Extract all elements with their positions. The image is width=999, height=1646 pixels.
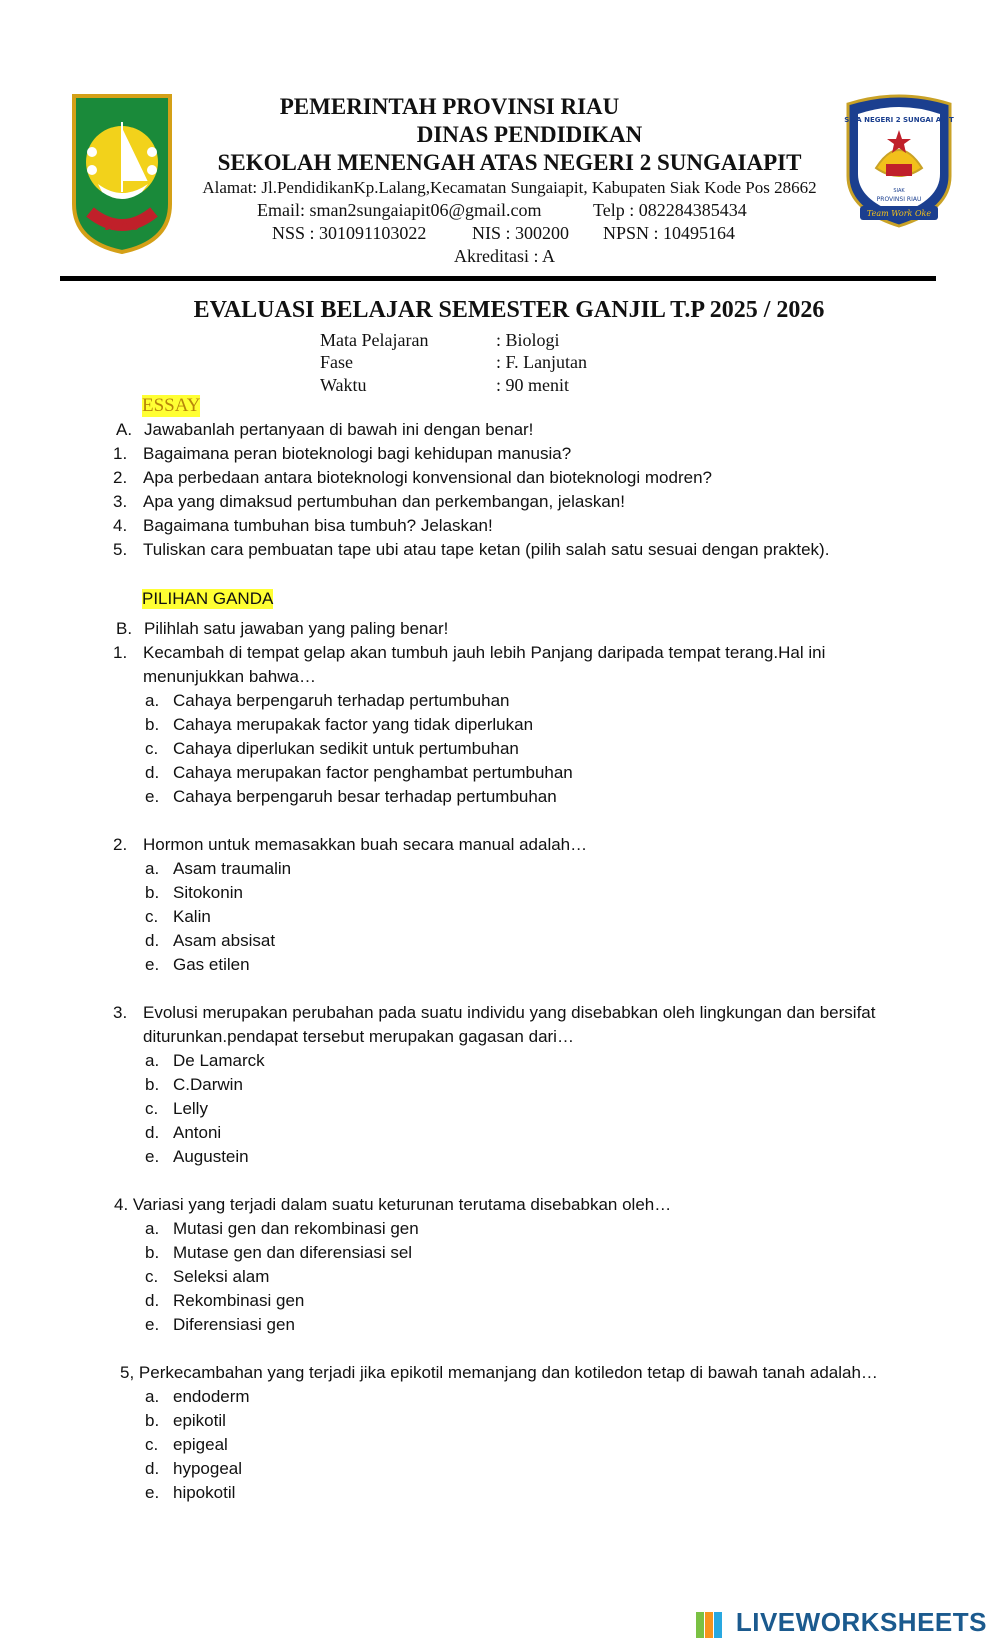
essay-instruction-label: A. [116, 420, 133, 439]
pg-q5-option-e: hipokotil [173, 1483, 236, 1502]
essay-q3-number: 3. [113, 492, 128, 511]
essay-heading: ESSAY [142, 395, 201, 416]
header-npsn: NPSN : 10495164 [603, 223, 736, 243]
pg-q1-option-c-letter: c. [145, 739, 159, 758]
meta-waktu-label: Waktu [320, 375, 367, 395]
pg-q3-number: 3. [113, 1003, 128, 1022]
pg-q3-option-a: De Lamarck [173, 1051, 265, 1070]
pg-q1-option-a-letter: a. [145, 691, 160, 710]
pg-q3-option-b: C.Darwin [173, 1075, 243, 1094]
pg-q1-option-e: Cahaya berpengaruh besar terhadap pertumbuhan [173, 787, 557, 806]
pg-q5-option-b-letter: b. [145, 1411, 160, 1430]
pg-q2-option-a: Asam traumalin [173, 859, 292, 878]
pg-q1-text-1: Kecambah di tempat gelap akan tumbuh jauh lebih Panjang daripada tempat terang.Hal ini [143, 643, 826, 662]
pg-q5-option-e-letter: e. [145, 1483, 160, 1502]
header-nss: NSS : 301091103022 [272, 223, 427, 243]
school-logo-sub: PROVINSI RIAU [876, 196, 922, 203]
pg-q4-option-b-letter: b. [145, 1243, 160, 1262]
pg-q2-option-e: Gas etilen [173, 955, 250, 974]
pg-q4-option-d-letter: d. [145, 1291, 160, 1310]
pg-q1-option-b: Cahaya merupakak factor yang tidak diperlukan [173, 715, 534, 734]
liveworksheets-icon [696, 1612, 722, 1638]
pg-q1-option-c: Cahaya diperlukan sedikit untuk pertumbuhan [173, 739, 519, 758]
pg-q2-option-a-letter: a. [145, 859, 160, 878]
pg-q3-option-b-letter: b. [145, 1075, 160, 1094]
header-department: DINAS PENDIDIKAN [416, 122, 643, 147]
pg-q4-option-d: Rekombinasi gen [173, 1291, 305, 1310]
pg-q5-option-c-letter: c. [145, 1435, 159, 1454]
pg-q2-option-b: Sitokonin [173, 883, 243, 902]
school-logo-small: SIAK [893, 188, 905, 194]
pg-q3-text-2: diturunkan.pendapat tersebut merupakan gagasan dari… [143, 1027, 574, 1046]
essay-q3: Apa yang dimaksud pertumbuhan dan perkembangan, jelaskan! [143, 492, 625, 511]
pg-q2-number: 2. [113, 835, 128, 854]
pg-q2-option-c: Kalin [173, 907, 211, 926]
essay-q2: Apa perbedaan antara bioteknologi konvensional dan bioteknologi modren? [143, 468, 712, 487]
meta-fase-value: : F. Lanjutan [496, 352, 588, 372]
pg-q4-option-c-letter: c. [145, 1267, 159, 1286]
header-school: SEKOLAH MENENGAH ATAS NEGERI 2 SUNGAIAPIT [217, 150, 802, 175]
pg-q3-option-a-letter: a. [145, 1051, 160, 1070]
exam-title: EVALUASI BELAJAR SEMESTER GANJIL T.P 2025 / 2026 [193, 297, 825, 323]
header-telp: Telp : 082284385434 [593, 200, 747, 220]
essay-q1-number: 1. [113, 444, 128, 463]
pg-q2-option-d-letter: d. [145, 931, 160, 950]
pg-q1-option-d-letter: d. [145, 763, 160, 782]
essay-q5: Tuliskan cara pembuatan tape ubi atau tape ketan (pilih salah satu sesuai dengan praktek). [143, 540, 830, 559]
pg-q2-option-e-letter: e. [145, 955, 160, 974]
header-akreditasi: Akreditasi : A [454, 246, 555, 266]
header-email: Email: sman2sungaiapit06@gmail.com [257, 200, 542, 220]
pg-q1-option-a: Cahaya berpengaruh terhadap pertumbuhan [173, 691, 510, 710]
pg-q4-text: 4. Variasi yang terjadi dalam suatu keturunan terutama disebabkan oleh… [114, 1195, 672, 1214]
pg-q1-number: 1. [113, 643, 128, 662]
pg-instruction-label: B. [116, 619, 133, 638]
header-divider [60, 276, 936, 281]
pg-q5-text: 5, Perkecambahan yang terjadi jika epikotil memanjang dan kotiledon tetap di bawah tanah adalah… [120, 1363, 878, 1382]
pg-q3-option-e-letter: e. [145, 1147, 160, 1166]
pg-q2-text: Hormon untuk memasakkan buah secara manual adalah… [143, 835, 588, 854]
pg-q4-option-e: Diferensiasi gen [173, 1315, 295, 1334]
pg-q5-option-d: hypogeal [173, 1459, 243, 1478]
pg-heading: PILIHAN GANDA [142, 589, 274, 608]
essay-q5-number: 5. [113, 540, 128, 559]
pg-q3-option-e: Augustein [173, 1147, 249, 1166]
pg-q3-option-d-letter: d. [145, 1123, 160, 1142]
pg-q1-text-2: menunjukkan bahwa… [143, 667, 316, 686]
meta-waktu-value: : 90 menit [496, 375, 569, 395]
meta-mapel-label: Mata Pelajaran [320, 330, 429, 350]
pg-q3-option-c-letter: c. [145, 1099, 159, 1118]
pg-q4-option-e-letter: e. [145, 1315, 160, 1334]
pg-q1-option-b-letter: b. [145, 715, 160, 734]
essay-q4: Bagaimana tumbuhan bisa tumbuh? Jelaskan! [143, 516, 493, 535]
liveworksheets-brand[interactable]: LIVEWORKSHEETS [735, 1607, 987, 1637]
pg-q1-option-d: Cahaya merupakan factor penghambat pertumbuhan [173, 763, 573, 782]
pg-q3-option-c: Lelly [173, 1099, 208, 1118]
pg-q5-option-c: epigeal [173, 1435, 228, 1454]
essay-instruction: Jawabanlah pertanyaan di bawah ini dengan benar! [144, 420, 534, 439]
pg-q4-option-a: Mutasi gen dan rekombinasi gen [173, 1219, 419, 1238]
pg-q4-option-a-letter: a. [145, 1219, 160, 1238]
header-address: Alamat: Jl.PendidikanKp.Lalang,Kecamatan Sungaiapit, Kabupaten Siak Kode Pos 28662 [202, 178, 817, 197]
pg-q2-option-b-letter: b. [145, 883, 160, 902]
pg-q5-option-b: epikotil [173, 1411, 226, 1430]
pg-q2-option-c-letter: c. [145, 907, 159, 926]
pg-q4-option-c: Seleksi alam [173, 1267, 270, 1286]
pg-q3-option-d: Antoni [173, 1123, 222, 1142]
pg-q5-option-a-letter: a. [145, 1387, 160, 1406]
pg-q2-option-d: Asam absisat [173, 931, 276, 950]
pg-q1-option-e-letter: e. [145, 787, 160, 806]
riau-logo-text: RIAU [104, 219, 140, 234]
school-logo-text: SMA NEGERI 2 SUNGAI APIT [844, 116, 954, 124]
school-logo-motto: Team Work Oke [866, 209, 932, 218]
pg-q3-text-1: Evolusi merupakan perubahan pada suatu individu yang disebabkan oleh lingkungan dan bersifat [143, 1003, 876, 1022]
essay-q4-number: 4. [113, 516, 128, 535]
header-nis: NIS : 300200 [472, 223, 570, 243]
essay-q1: Bagaimana peran bioteknologi bagi kehidupan manusia? [143, 444, 572, 463]
meta-mapel-value: : Biologi [496, 330, 560, 350]
meta-fase-label: Fase [320, 352, 353, 372]
essay-q2-number: 2. [113, 468, 128, 487]
pg-q5-option-a: endoderm [173, 1387, 250, 1406]
header-government: PEMERINTAH PROVINSI RIAU [279, 94, 620, 119]
pg-q4-option-b: Mutase gen dan diferensiasi sel [173, 1243, 413, 1262]
pg-instruction: Pilihlah satu jawaban yang paling benar! [144, 619, 449, 638]
pg-q5-option-d-letter: d. [145, 1459, 160, 1478]
